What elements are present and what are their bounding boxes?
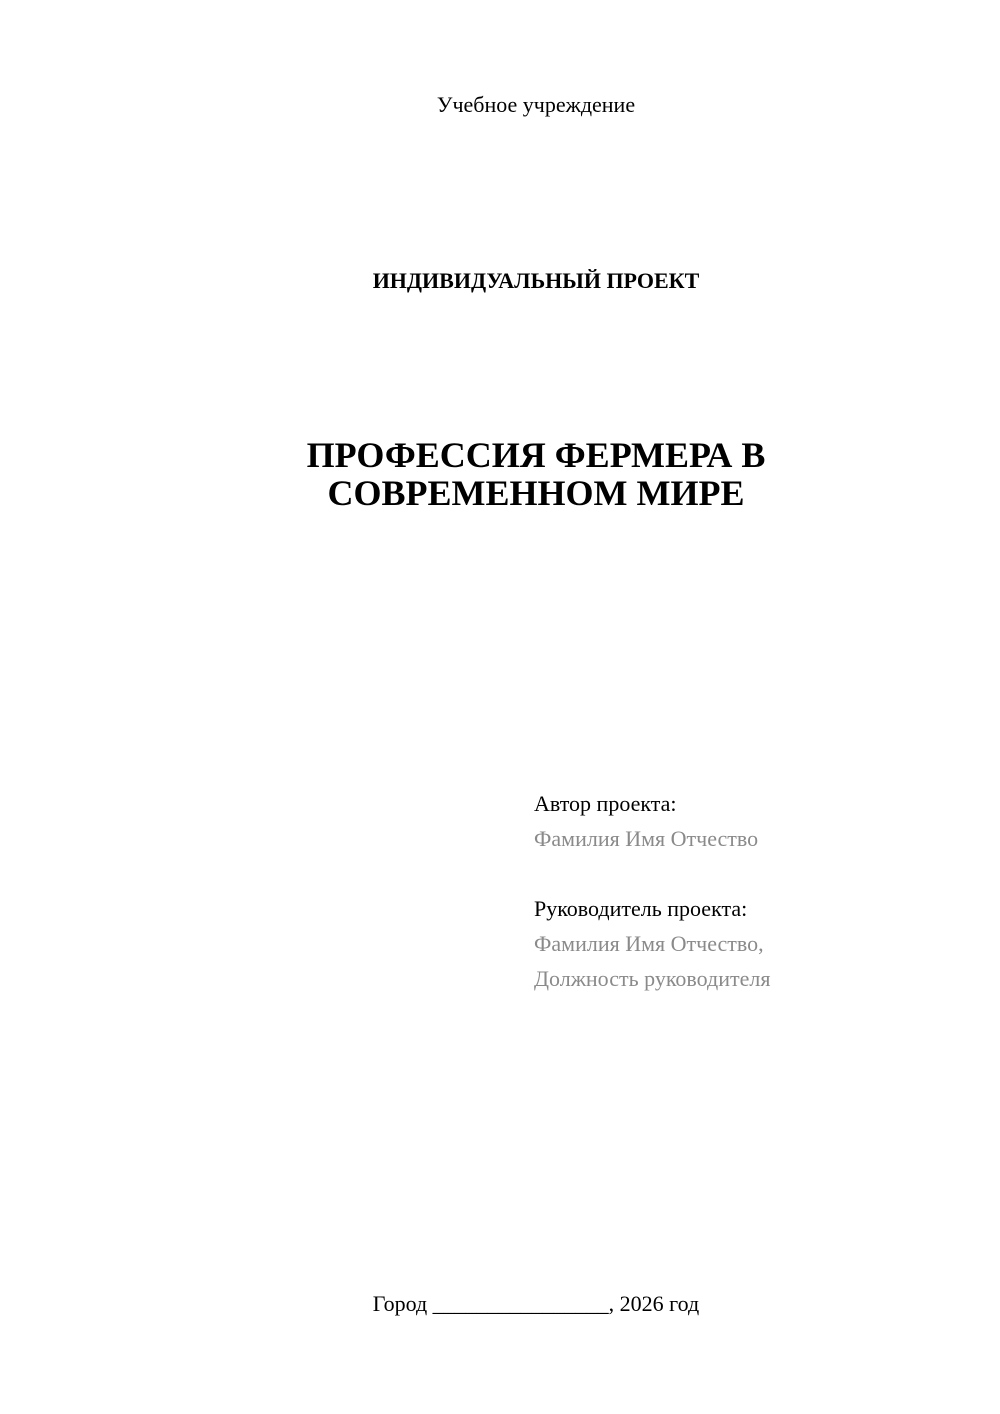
meta-spacer	[534, 856, 974, 891]
project-title-line-2: СОВРЕМЕННОМ МИРЕ	[327, 473, 745, 513]
institution-name: Учебное учреждение	[436, 92, 636, 117]
city-year-line: Город ________________, 2026 год	[372, 1291, 700, 1316]
author-label: Автор проекта:	[534, 791, 677, 816]
project-meta-block	[534, 786, 974, 996]
project-title-line-1: ПРОФЕССИЯ ФЕРМЕРА В	[306, 435, 766, 475]
supervisor-name: Фамилия Имя Отчество,	[534, 931, 764, 956]
author-name: Фамилия Имя Отчество	[534, 826, 759, 851]
document-type: ИНДИВИДУАЛЬНЫЙ ПРОЕКТ	[372, 268, 700, 293]
project-title	[0, 436, 1000, 512]
supervisor-position: Должность руководителя	[534, 966, 771, 991]
supervisor-label: Руководитель проекта:	[534, 896, 748, 921]
